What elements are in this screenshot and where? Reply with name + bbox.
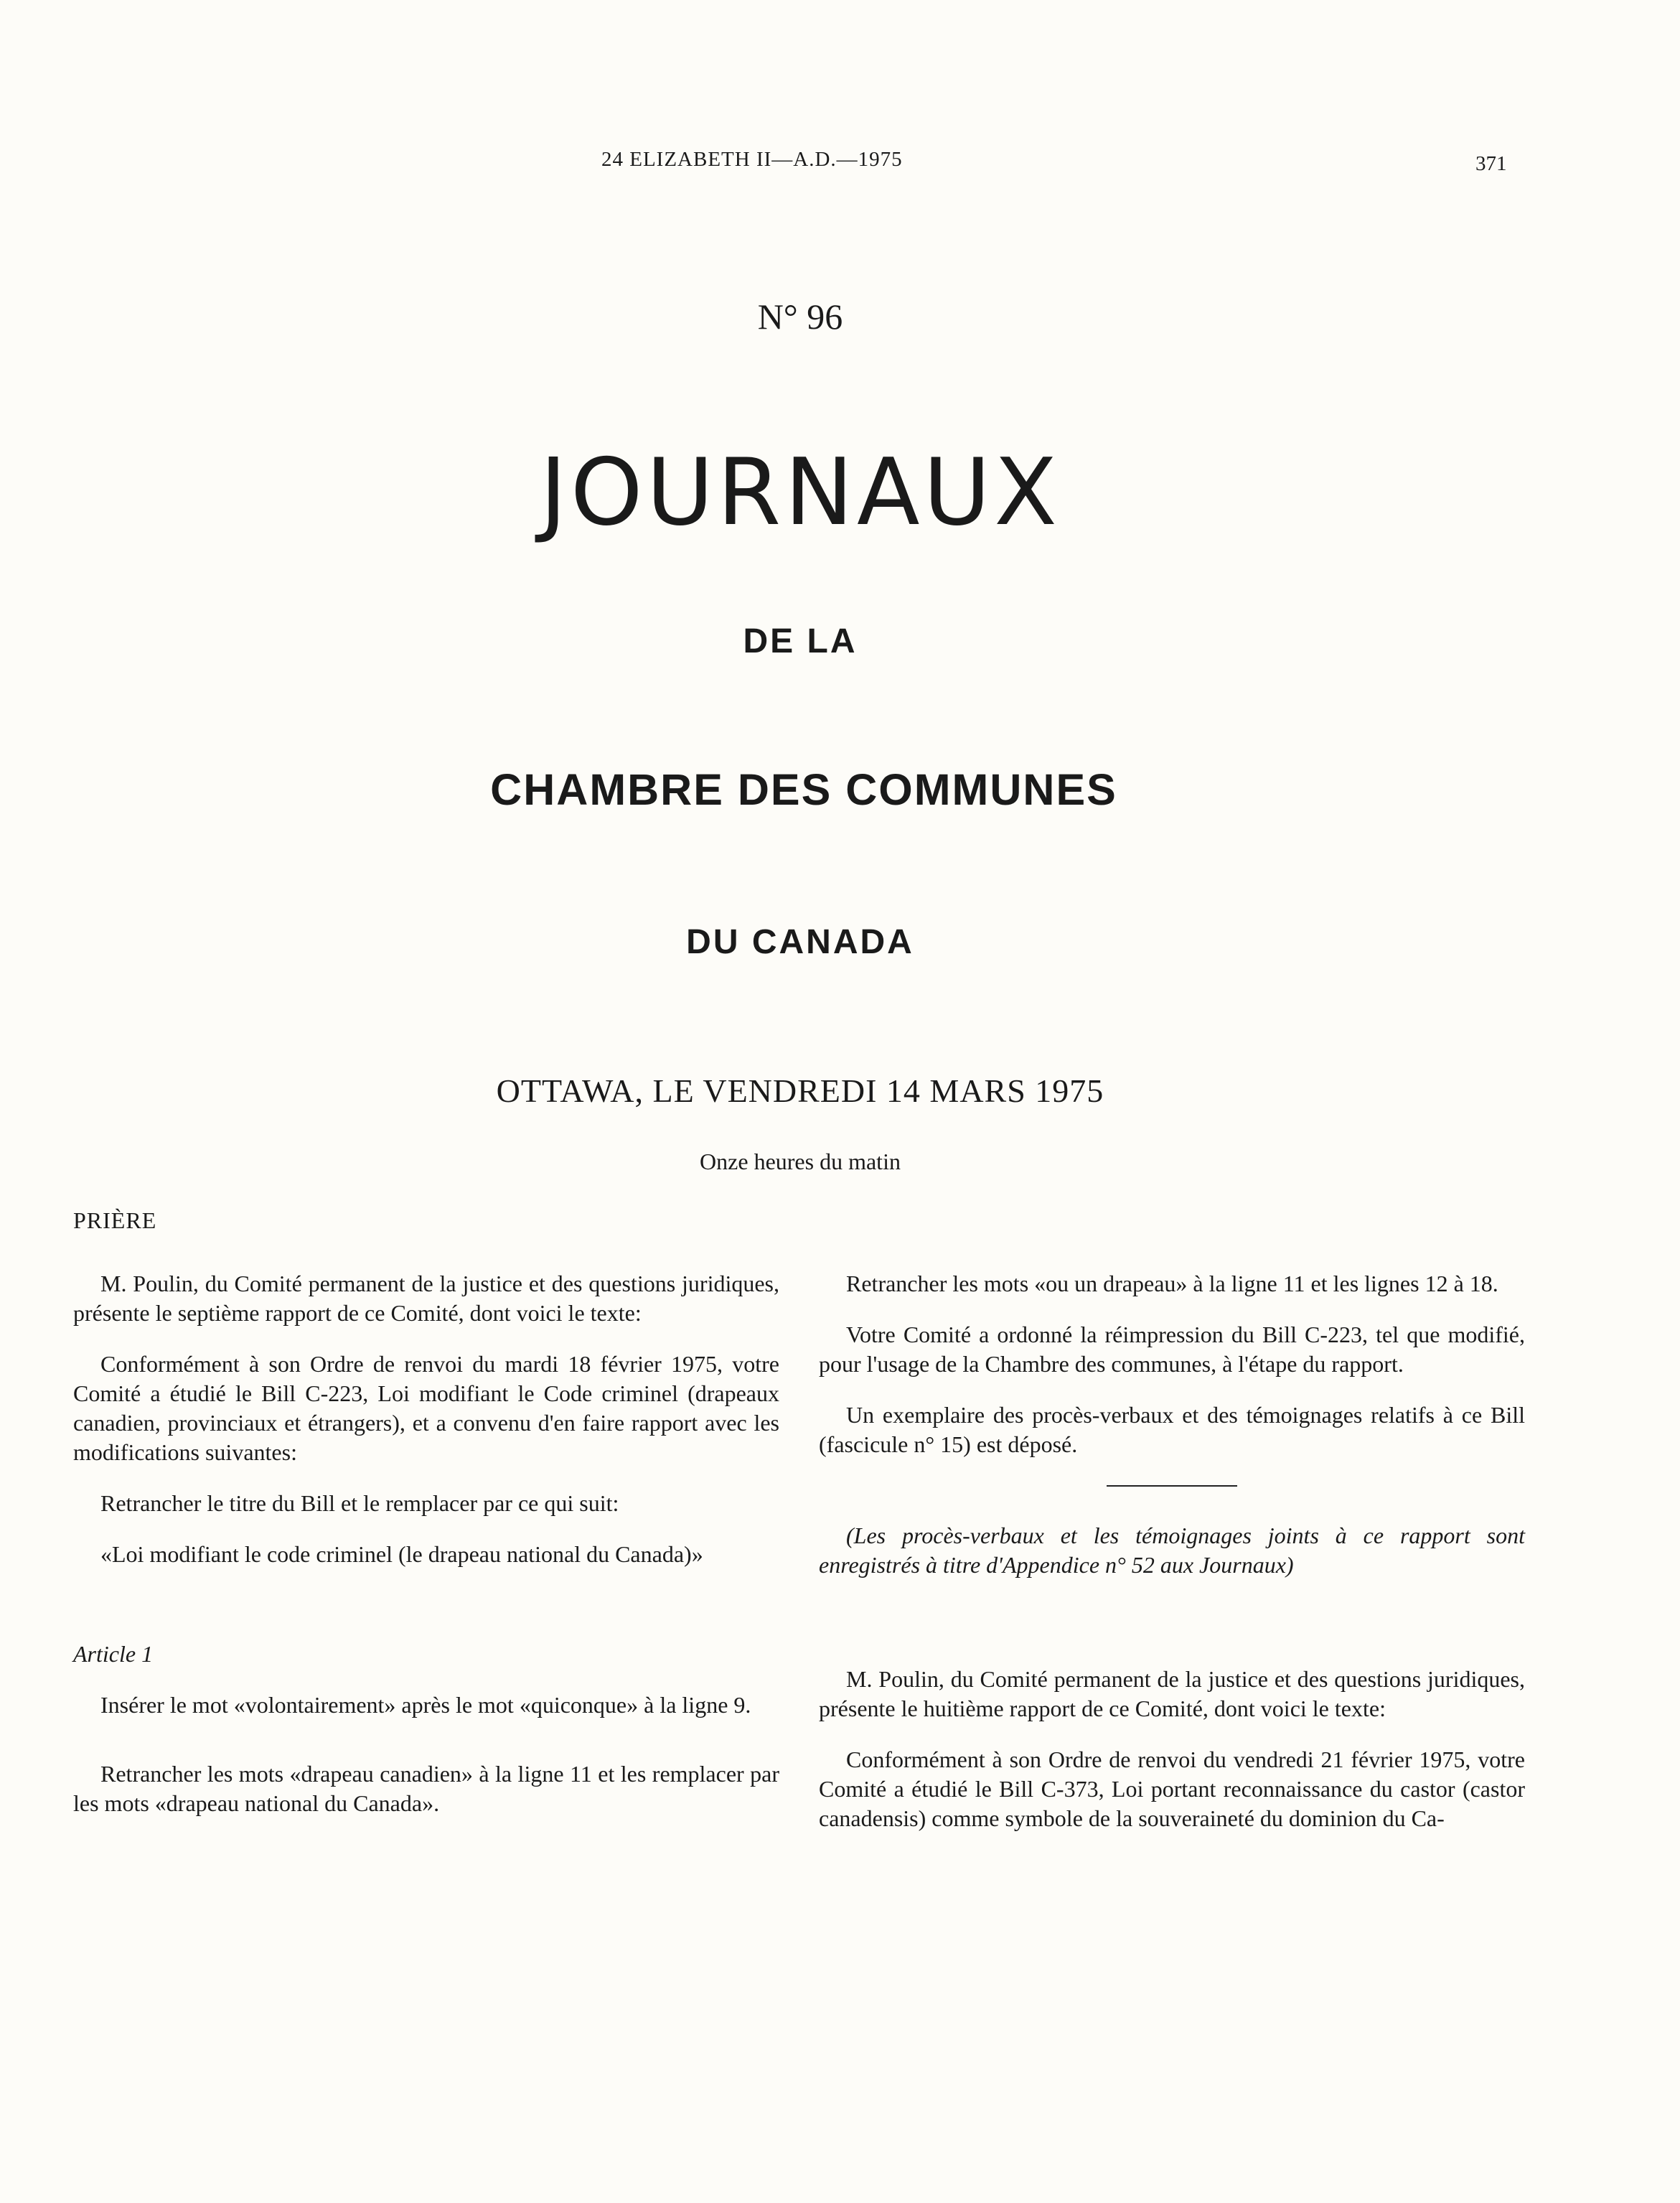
paragraph: Votre Comité a ordonné la réimpression du Bill C-223, tel que modifié, pour l'usage de la Chambre des communes, à l'étape du rapport. (819, 1322, 1525, 1377)
sitting-time: Onze heures du matin (700, 1149, 901, 1174)
article-heading: Article 1 (73, 1641, 154, 1667)
issue-number: N° 96 (757, 296, 843, 337)
paragraph: Retrancher les mots «ou un drapeau» à la ligne 11 et les lignes 12 à 18. (846, 1271, 1498, 1296)
divider-rule (1107, 1485, 1237, 1487)
page-number: 371 (1475, 152, 1507, 175)
paragraph: Un exemplaire des procès-verbaux et des témoignages relatifs à ce Bill (fascicule n° 15) est déposé. (819, 1402, 1525, 1457)
paragraph: Insérer le mot «volontairement» après le mot «quiconque» à la ligne 9. (100, 1692, 751, 1718)
right-column (819, 1269, 1525, 1855)
masthead-line-canada: DU CANADA (686, 923, 914, 961)
masthead-line-de-la: DE LA (743, 622, 858, 660)
paragraph: Retrancher les mots «drapeau canadien» à la ligne 11 et les remplacer par les mots «drapeau national du Canada». (73, 1761, 779, 1816)
paragraph: Conformément à son Ordre de renvoi du mardi 18 février 1975, votre Comité a étudié le Bill C-223, Loi modifiant le Code criminel (drapeaux canadien, provinciaux et étrangers), et a convenu d'en faire rapport avec les modifications suivantes: (73, 1351, 779, 1465)
running-head: 24 ELIZABETH II—A.D.—1975 (601, 148, 903, 171)
paragraph: Conformément à son Ordre de renvoi du vendredi 21 février 1975, votre Comité a étudié le Bill C-373, Loi portant reconnaissance du castor (castor canadensis) comme symbole de la souveraineté du dominion du Ca- (819, 1746, 1525, 1831)
paragraph: M. Poulin, du Comité permanent de la justice et des questions juridiques, présente le septième rapport de ce Comité, dont voici le texte: (73, 1271, 779, 1326)
appendix-note: (Les procès-verbaux et les témoignages joints à ce rapport sont enregistrés à titre d'Appendice n° 52 aux Journaux) (819, 1523, 1525, 1578)
paragraph: «Loi modifiant le code criminel (le drapeau national du Canada)» (100, 1541, 703, 1567)
paragraph: Retrancher le titre du Bill et le remplacer par ce qui suit: (100, 1490, 619, 1516)
dateline: OTTAWA, LE VENDREDI 14 MARS 1975 (496, 1072, 1104, 1109)
masthead-title: JOURNAUX (540, 439, 1061, 546)
masthead-line-chambre: CHAMBRE DES COMMUNES (490, 765, 1117, 814)
section-heading-priere: PRIÈRE (73, 1207, 157, 1233)
paragraph: M. Poulin, du Comité permanent de la justice et des questions juridiques, présente le huitième rapport de ce Comité, dont voici le texte: (819, 1666, 1525, 1721)
left-column (73, 1269, 779, 1840)
